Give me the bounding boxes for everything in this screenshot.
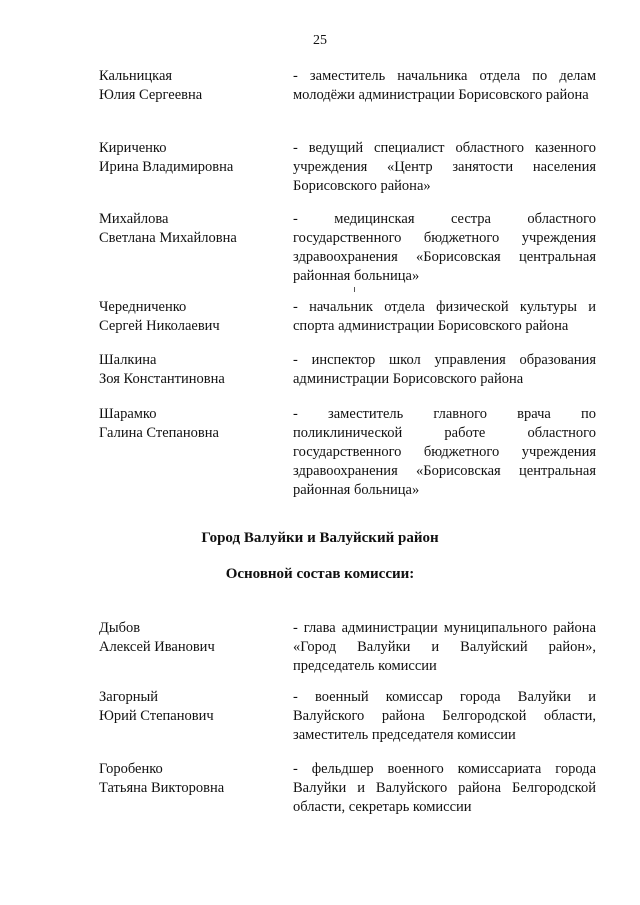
member-given-names: Ирина Владимировна [99,159,234,175]
member-role: - заместитель главного врача по поликлинической работе областного государственного бюджетного учреждения здравоохранения «Борисовская центральная районная больница» [293,406,596,498]
member-given-names: Галина Степановна [99,425,219,441]
member-name [99,67,279,105]
member-surname: Шарамко [99,406,157,422]
member-surname: Шалкина [99,352,157,368]
member-name [99,351,279,389]
member-name [99,405,279,443]
member-role: - медицинская сестра областного государственного бюджетного учреждения здравоохранения «Борисовская центральная районная больница» [293,211,596,284]
scan-speck [354,287,355,292]
member-surname: Горобенко [99,761,163,777]
member-surname: Загорный [99,689,159,705]
section-subtitle: Основной состав комиссии: [225,566,415,582]
member-role: - начальник отдела физической культуры и спорта администрации Борисовского района [293,299,596,334]
member-given-names: Сергей Николаевич [99,318,220,334]
member-role: - глава администрации муниципального района «Город Валуйки и Валуйский район», председатель комиссии [293,620,596,674]
member-surname: Кириченко [99,140,167,156]
member-surname: Чередниченко [99,299,187,315]
member-name [99,298,279,336]
member-role: - инспектор школ управления образования администрации Борисовского района [293,352,596,387]
member-given-names: Алексей Иванович [99,639,215,655]
member-given-names: Зоя Константиновна [99,371,225,387]
member-given-names: Юлия Сергеевна [99,87,203,103]
page-number: 25 [313,33,327,48]
member-name [99,688,279,726]
member-name [99,619,279,657]
member-name [99,760,279,798]
member-surname: Дыбов [99,620,141,636]
member-given-names: Светлана Михайловна [99,230,237,246]
member-given-names: Юрий Степанович [99,708,214,724]
section-title: Город Валуйки и Валуйский район [201,530,439,546]
member-role: - военный комиссар города Валуйки и Валуйского района Белгородской области, заместитель председателя комиссии [293,689,596,743]
member-name [99,210,279,248]
member-role: - заместитель начальника отдела по делам молодёжи администрации Борисовского района [293,68,596,103]
member-surname: Кальницкая [99,68,173,84]
member-surname: Михайлова [99,211,169,227]
member-role: - ведущий специалист областного казенного учреждения «Центр занятости населения Борисовского района» [293,140,596,194]
member-given-names: Татьяна Викторовна [99,780,225,796]
member-name [99,139,279,177]
member-role: - фельдшер военного комиссариата города Валуйки и Валуйского района Белгородской области, секретарь комиссии [293,761,596,815]
